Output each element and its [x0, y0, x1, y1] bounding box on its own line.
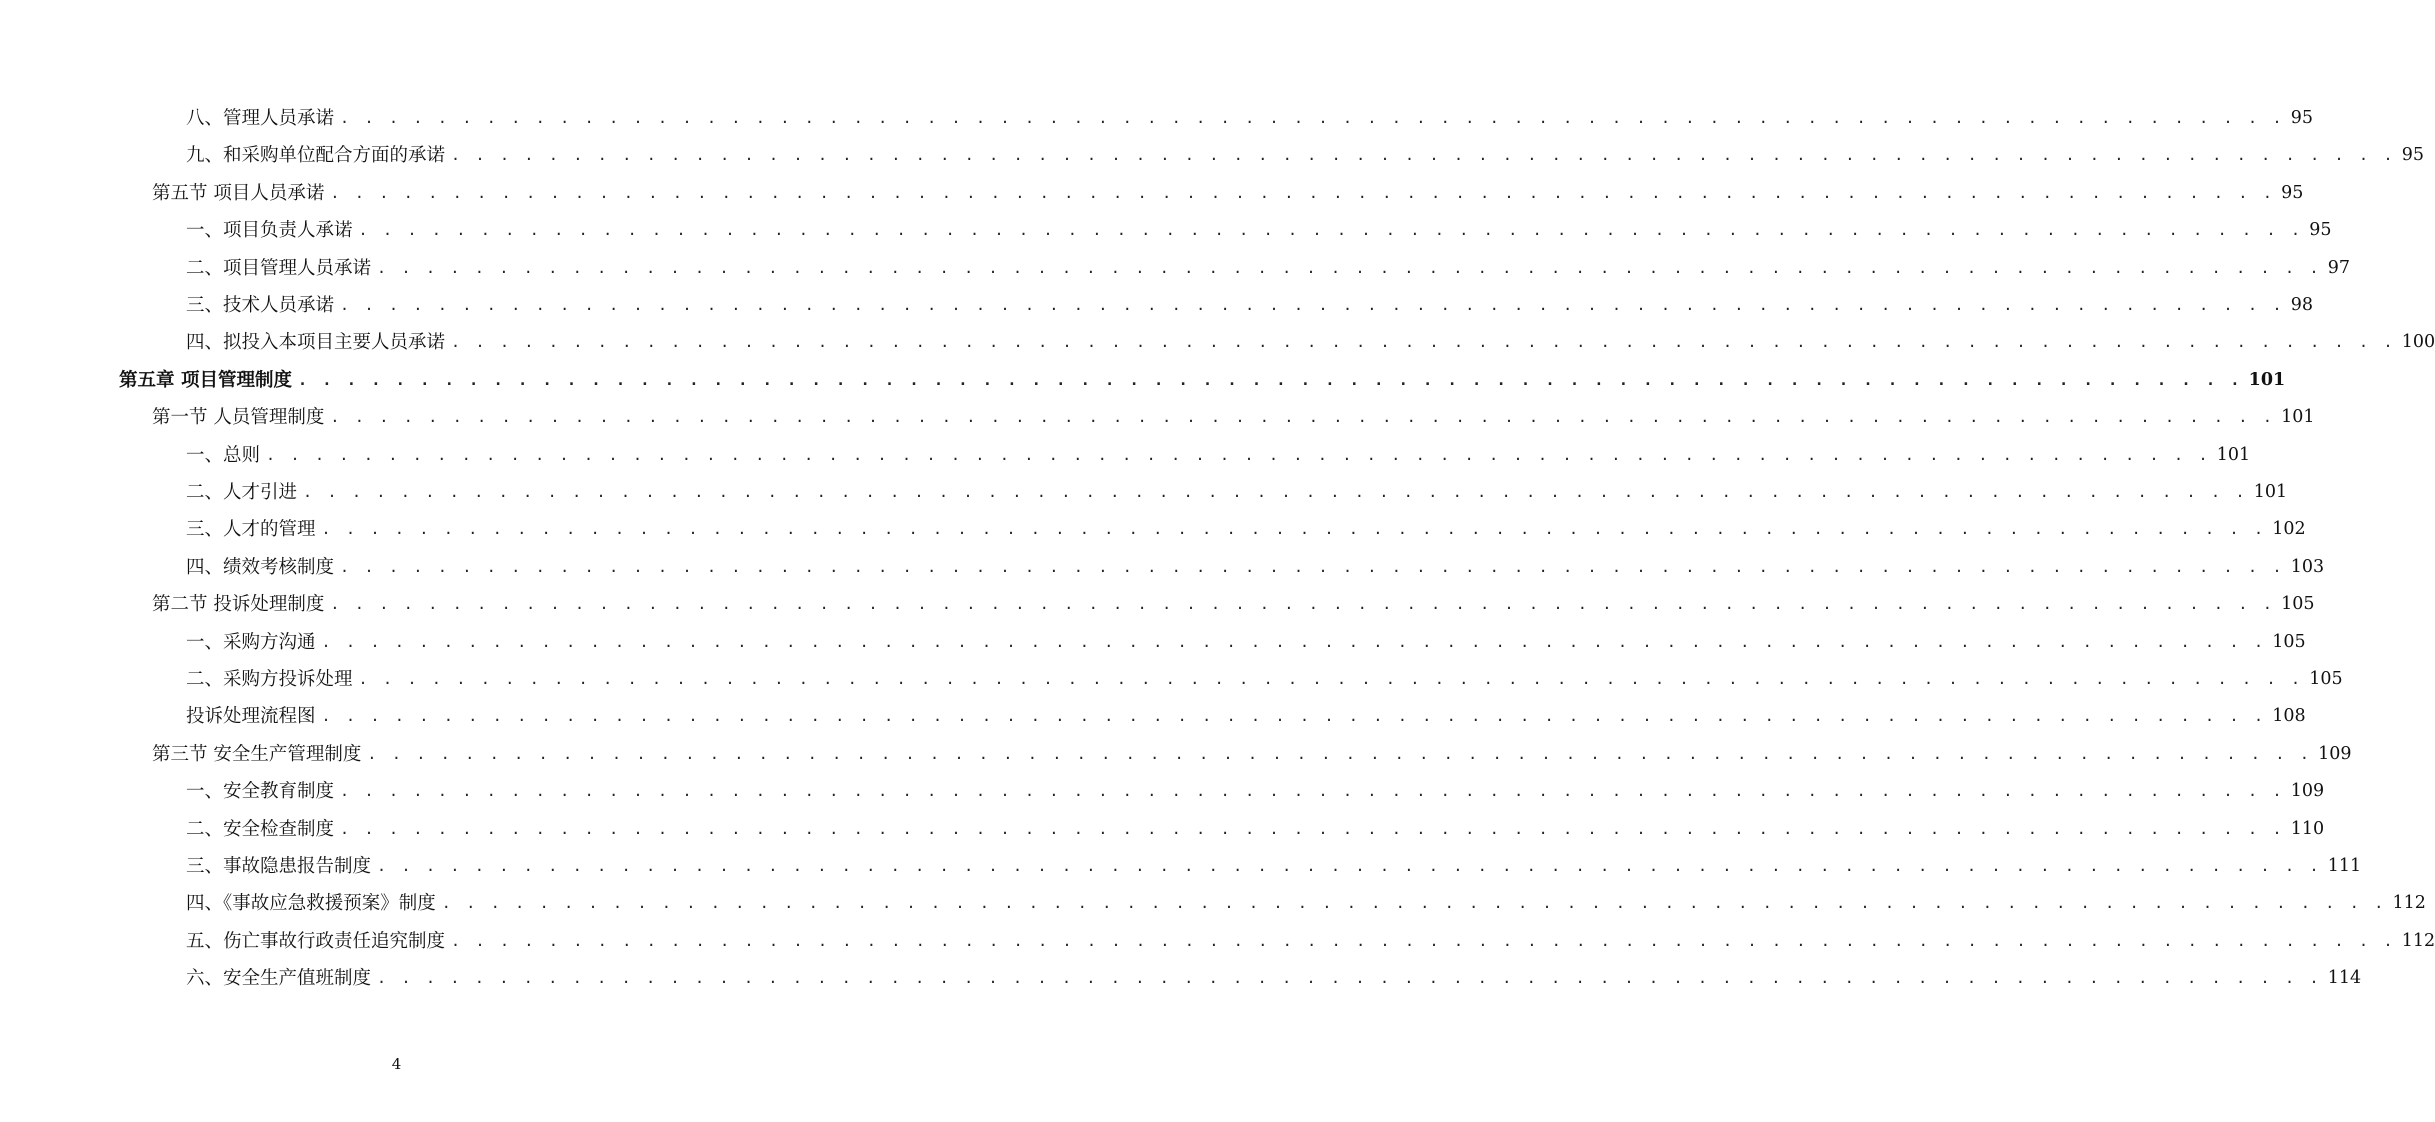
toc-entry-page: 95: [2281, 182, 2304, 203]
toc-entry-page: 100: [2401, 332, 2435, 353]
toc-entry-section[interactable]: [152, 399, 2315, 436]
dot-leader: . . . . . . . . . . . . . . . . . . . . . . . . . . . . . . . . . . . . . . . . . . . . . . . . . . . . . . . . . . . . . . . . . . . . . . . . . . . . . . . .: [441, 894, 2387, 913]
dot-leader: . . . . . . . . . . . . . . . . . . . . . . . . . . . . . . . . . . . . . . . . . . . . . . . . . . . . . . . . . . . . . . . . . . . . . . . . . . . . . . . .: [367, 744, 2313, 763]
toc-entry-item[interactable]: [186, 511, 2306, 548]
toc-entry-page: 114: [2327, 968, 2362, 989]
toc-entry-page: 95: [2309, 220, 2332, 241]
toc-entry-title: 第一节 人员管理制度: [152, 407, 325, 429]
toc-entry-title: 第五节 项目人员承诺: [152, 182, 325, 204]
toc-entry-title: 三、技术人员承诺: [186, 295, 335, 316]
toc-entry-item[interactable]: [186, 324, 2435, 361]
toc-entry-item[interactable]: [186, 137, 2424, 174]
toc-entry-item[interactable]: [186, 923, 2435, 960]
toc-entry-title: 八、管理人员承诺: [186, 108, 335, 129]
dot-leader: . . . . . . . . . . . . . . . . . . . . . . . . . . . . . . . . . . . . . . . . . . . . . . . . . . . . . . . . . . . . . . . . . . . . . . . . . . . . . . . .: [340, 109, 2285, 127]
dot-leader: . . . . . . . . . . . . . . . . . . . . . . . . . . . . . . . . . . . . . . . . . . . . . . . . . . . . . . . . . . . . . . . . . . . . . . . . . . . . . . . .: [451, 146, 2396, 165]
toc-entry-section[interactable]: [152, 175, 2304, 212]
dot-leader: . . . . . . . . . . . . . . . . . . . . . . . . . . . . . . . . . . . . . . . . . . . . . . . . . . . . . . . . . . . . . . . . . . . . . . . . . . . . . . . .: [330, 595, 2276, 614]
toc-entry-item[interactable]: [186, 437, 2251, 474]
dot-leader: . . . . . . . . . . . . . . . . . . . . . . . . . . . . . . . . . . . . . . . . . . . . . . . . . . . . . . . . . . . . . . . . . . . . . . . . . . . . . . . .: [303, 483, 2248, 501]
dot-leader: . . . . . . . . . . . . . . . . . . . . . . . . . . . . . . . . . . . . . . . . . . . . . . . . . . . . . . . . . . . . . . . . . . . . . . . . . . . . . . . .: [451, 931, 2396, 950]
dot-leader: . . . . . . . . . . . . . . . . . . . . . . . . . . . . . . . . . . . . . . . . . . . . . . . . . . . . . . . . . . . . . . . . . . . . . . . . . . . . . . . .: [340, 557, 2285, 576]
toc-entry-chapter[interactable]: [119, 362, 2286, 399]
toc-entry-item[interactable]: [186, 811, 2325, 848]
toc-entry-page: 105: [2281, 594, 2315, 615]
toc-entry-section[interactable]: [152, 586, 2315, 623]
dot-leader: . . . . . . . . . . . . . . . . . . . . . . . . . . . . . . . . . . . . . . . . . . . . . . . . . . . . . . . . . . . . . . . . . . . . . . . . . . . . . . . .: [377, 258, 2322, 277]
toc-entry-page: 97: [2327, 257, 2350, 278]
toc-entry-page: 101: [2281, 407, 2315, 428]
toc-entry-page: 112: [2392, 893, 2426, 914]
dot-leader: . . . . . . . . . . . . . . . . . . . . . . . . . . . . . . . . . . . . . . . . . . . . . . . . . . . . . . . . . . . . . . . . . . . . . . . . . . . . . . . .: [377, 969, 2322, 988]
toc-entry-title: 一、采购方沟通: [186, 631, 316, 653]
toc-entry-title: 九、和采购单位配合方面的承诺: [186, 145, 446, 167]
toc-entry-item[interactable]: [186, 848, 2362, 885]
toc-entry-title: 三、事故隐患报告制度: [186, 856, 372, 877]
page-number: 4: [391, 1055, 402, 1073]
toc-entry-page: 101: [2248, 369, 2286, 390]
toc-entry-title: 第三节 安全生产管理制度: [152, 743, 362, 765]
dot-leader: . . . . . . . . . . . . . . . . . . . . . . . . . . . . . . . . . . . . . . . . . . . . . . . . . . . . . . . . . . . . . . . . . . . . . . . . . . . . . . . .: [330, 408, 2276, 427]
toc-entry-page: 95: [2401, 145, 2424, 166]
toc-entry-item[interactable]: [186, 250, 2350, 287]
toc-entry-item[interactable]: [186, 100, 2313, 137]
toc-entry-title: 四、绩效考核制度: [186, 556, 335, 578]
toc-entry-title: 二、安全检查制度: [186, 818, 335, 840]
toc-entry-title: 第五章 项目管理制度: [119, 369, 292, 391]
dot-leader: . . . . . . . . . . . . . . . . . . . . . . . . . . . . . . . . . . . . . . . . . . . . . . . . . . . . . . . . . . . . . . . . . . . . . . . . . . . . . . . .: [340, 296, 2285, 314]
toc-entry-title: 一、项目负责人承诺: [186, 220, 353, 242]
toc-entry-item[interactable]: [186, 549, 2325, 586]
toc-entry-page: 101: [2253, 482, 2288, 502]
toc-entry-page: 98: [2290, 295, 2313, 315]
dot-leader: . . . . . . . . . . . . . . . . . . . . . . . . . . . . . . . . . . . . . . . . . . . . . . . . . . . . . . . . . . . . . . . . . . . . . . . . . . . . . . . .: [297, 370, 2243, 389]
toc-entry-page: 111: [2327, 856, 2362, 876]
toc-entry-item[interactable]: [186, 624, 2306, 661]
toc-entry-page: 95: [2290, 108, 2313, 128]
toc-entry-title: 第二节 投诉处理制度: [152, 594, 325, 616]
dot-leader: . . . . . . . . . . . . . . . . . . . . . . . . . . . . . . . . . . . . . . . . . . . . . . . . . . . . . . . . . . . . . . . . . . . . . . . . . . . . . . . .: [266, 445, 2211, 464]
toc-entry-item[interactable]: [186, 698, 2306, 735]
toc-entry-item[interactable]: [186, 474, 2288, 511]
toc-entry-item[interactable]: [186, 960, 2362, 997]
dot-leader: . . . . . . . . . . . . . . . . . . . . . . . . . . . . . . . . . . . . . . . . . . . . . . . . . . . . . . . . . . . . . . . . . . . . . . . . . . . . . . . .: [340, 782, 2285, 801]
toc-entry-title: 五、伤亡事故行政责任追究制度: [186, 930, 446, 952]
toc-entry-item[interactable]: [186, 661, 2343, 698]
toc-entry-title: 一、安全教育制度: [186, 781, 335, 803]
toc-entry-page: 109: [2318, 743, 2352, 764]
toc-entry-page: 110: [2290, 818, 2325, 839]
toc-entry-page: 105: [2272, 631, 2306, 652]
dot-leader: . . . . . . . . . . . . . . . . . . . . . . . . . . . . . . . . . . . . . . . . . . . . . . . . . . . . . . . . . . . . . . . . . . . . . . . . . . . . . . . .: [321, 520, 2267, 539]
dot-leader: . . . . . . . . . . . . . . . . . . . . . . . . . . . . . . . . . . . . . . . . . . . . . . . . . . . . . . . . . . . . . . . . . . . . . . . . . . . . . . . .: [451, 333, 2396, 352]
toc-entry-title: 投诉处理流程图: [186, 706, 316, 728]
toc-entry-item[interactable]: [186, 287, 2313, 324]
toc-entry-section[interactable]: [152, 736, 2352, 773]
toc-entry-page: 112: [2401, 930, 2435, 951]
toc-entry-title: 四、《事故应急救援预案》制度: [186, 893, 436, 915]
toc-entry-title: 一、总则: [186, 444, 261, 466]
toc-entry-item[interactable]: [186, 773, 2325, 810]
toc-entry-page: 105: [2309, 669, 2343, 689]
toc-entry-page: 108: [2272, 706, 2306, 727]
toc-entry-title: 二、采购方投诉处理: [186, 669, 353, 690]
dot-leader: . . . . . . . . . . . . . . . . . . . . . . . . . . . . . . . . . . . . . . . . . . . . . . . . . . . . . . . . . . . . . . . . . . . . . . . . . . . . . . . .: [330, 183, 2276, 202]
toc-entry-page: 109: [2290, 781, 2325, 802]
toc-entry-title: 二、人才引进: [186, 482, 298, 503]
toc-entry-title: 六、安全生产值班制度: [186, 968, 372, 990]
toc-entry-title: 二、项目管理人员承诺: [186, 257, 372, 279]
dot-leader: . . . . . . . . . . . . . . . . . . . . . . . . . . . . . . . . . . . . . . . . . . . . . . . . . . . . . . . . . . . . . . . . . . . . . . . . . . . . . . . .: [377, 857, 2322, 875]
dot-leader: . . . . . . . . . . . . . . . . . . . . . . . . . . . . . . . . . . . . . . . . . . . . . . . . . . . . . . . . . . . . . . . . . . . . . . . . . . . . . . . .: [321, 632, 2267, 651]
toc-entry-page: 103: [2290, 556, 2325, 577]
toc-entry-item[interactable]: [186, 885, 2426, 922]
dot-leader: . . . . . . . . . . . . . . . . . . . . . . . . . . . . . . . . . . . . . . . . . . . . . . . . . . . . . . . . . . . . . . . . . . . . . . . . . . . . . . . .: [358, 221, 2304, 240]
toc-entry-page: 101: [2216, 444, 2251, 465]
dot-leader: . . . . . . . . . . . . . . . . . . . . . . . . . . . . . . . . . . . . . . . . . . . . . . . . . . . . . . . . . . . . . . . . . . . . . . . . . . . . . . . .: [321, 707, 2267, 726]
toc-entry-title: 四、拟投入本项目主要人员承诺: [186, 332, 446, 354]
toc-entry-title: 三、人才的管理: [186, 519, 316, 541]
toc-entry-item[interactable]: [186, 212, 2332, 249]
dot-leader: . . . . . . . . . . . . . . . . . . . . . . . . . . . . . . . . . . . . . . . . . . . . . . . . . . . . . . . . . . . . . . . . . . . . . . . . . . . . . . . .: [340, 819, 2285, 838]
dot-leader: . . . . . . . . . . . . . . . . . . . . . . . . . . . . . . . . . . . . . . . . . . . . . . . . . . . . . . . . . . . . . . . . . . . . . . . . . . . . . . . .: [358, 670, 2304, 688]
toc-entry-page: 102: [2272, 519, 2306, 540]
